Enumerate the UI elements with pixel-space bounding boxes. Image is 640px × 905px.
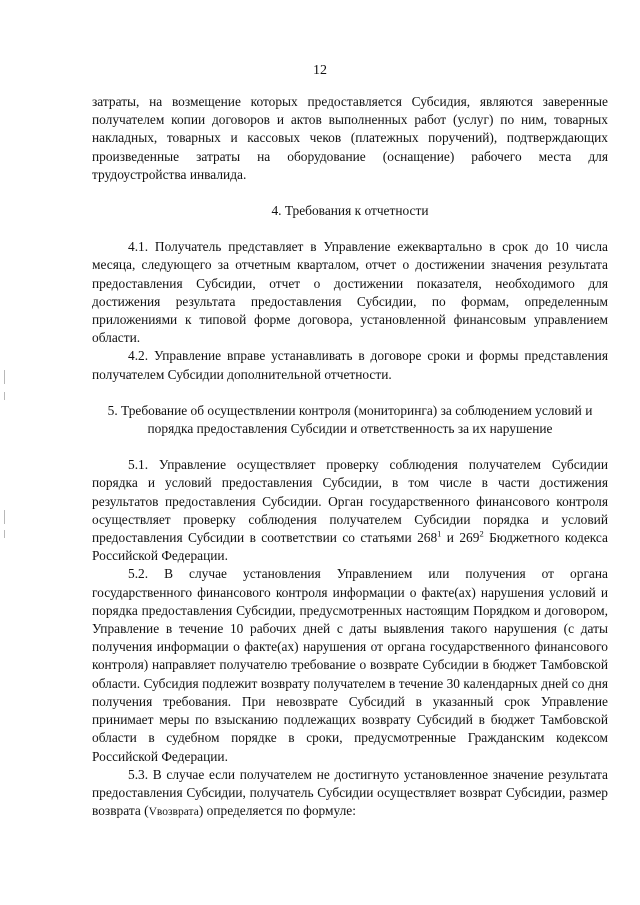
superscript-1: 1 — [437, 528, 442, 539]
page-number: 12 — [313, 63, 327, 78]
scan-edge-marks — [2, 370, 8, 540]
superscript-2: 2 — [479, 528, 484, 539]
return-amount-variable: Vвозврата — [148, 806, 199, 819]
document-body — [92, 93, 608, 821]
paragraph-5-2: 5.2. В случае установления Управлением или получения от органа государственного финансового контроля информации о факте(ах) нарушения условий и порядка предоставления Субсидии, предусмотренных настоящим Порядком и договором, Управление в течение 10 рабочих дней с даты выявления такого нарушения (с даты получения информации о факте(ах) нарушения от органа государственного финансового контроля) направляет получателю требование о возврате Субсидии в бюджет Тамбовской области. Субсидия подлежит возврату получателем в течение 30 календарных дней со дня получения требования. При невозврате Субсидий в указанный срок Управление принимает меры по взысканию подлежащих возврату Субсидий в бюджет Тамбовской области в судебном порядке в сроки, предусмотренные Гражданским кодексом Российской Федерации. — [92, 566, 608, 764]
edge-mark — [4, 370, 5, 384]
paragraph-5-1-text: 5.1. Управление осуществляет проверку соблюдения получателем Субсидии порядка и условий предоставления Субсидии, в том числе в части достижения результатов предоставления Субсидии. Орган государственного финансового контроля осуществляет проверку соблюдения получателем Субсидии порядка и условий предоставления Субсидии в соответствии со статьями 268 — [92, 457, 608, 546]
paragraph-5-3 — [92, 766, 608, 822]
paragraph-5-1-end: Бюджетного кодекса Российской Федерации. — [92, 530, 608, 564]
edge-mark — [4, 530, 5, 538]
section-5-heading: 5. Требование об осуществлении контроля (мониторинга) за соблюдением условий и порядка предоставления Субсидии и ответственность за их нарушение — [107, 402, 593, 437]
section-4-heading: 4. Требования к отчетности — [271, 203, 429, 219]
edge-mark — [4, 392, 5, 400]
paragraph-5-1 — [92, 456, 608, 565]
paragraph-4-2: 4.2. Управление вправе устанавливать в договоре сроки и формы представления получателем Субсидии дополнительной отчетности. — [92, 348, 608, 382]
intro-paragraph: затраты, на возмещение которых предоставляется Субсидия, являются заверенные получателем копии договоров и актов выполненных работ (услуг) по ним, товарных накладных, товарных и кассовых чеков (платежных поручений), подтверждающих произведенные затраты на оборудование (оснащение) рабочего места для трудоустройства инвалида. — [92, 94, 608, 182]
paragraph-5-3-text: 5.3. В случае если получателем не достигнуто установленное значение результата предоставления Субсидии, получатель Субсидии осуществляет возврат Субсидии, размер возврата ( — [92, 766, 608, 819]
paragraph-5-1-and: и 269 — [441, 530, 480, 546]
edge-mark — [4, 510, 5, 524]
paragraph-5-3-end: ) определяется по формуле: — [198, 803, 356, 819]
paragraph-4-1: 4.1. Получатель представляет в Управление ежеквартально в срок до 10 числа месяца, следующего за отчетным кварталом, отчет о достижении значения результата предоставления Субсидии, отчет о достижении показателя, необходимого для достижения результата предоставления Субсидии, по формам, определенным приложениями к типовой форме договора, установленной финансовым управлением области. — [92, 239, 608, 346]
